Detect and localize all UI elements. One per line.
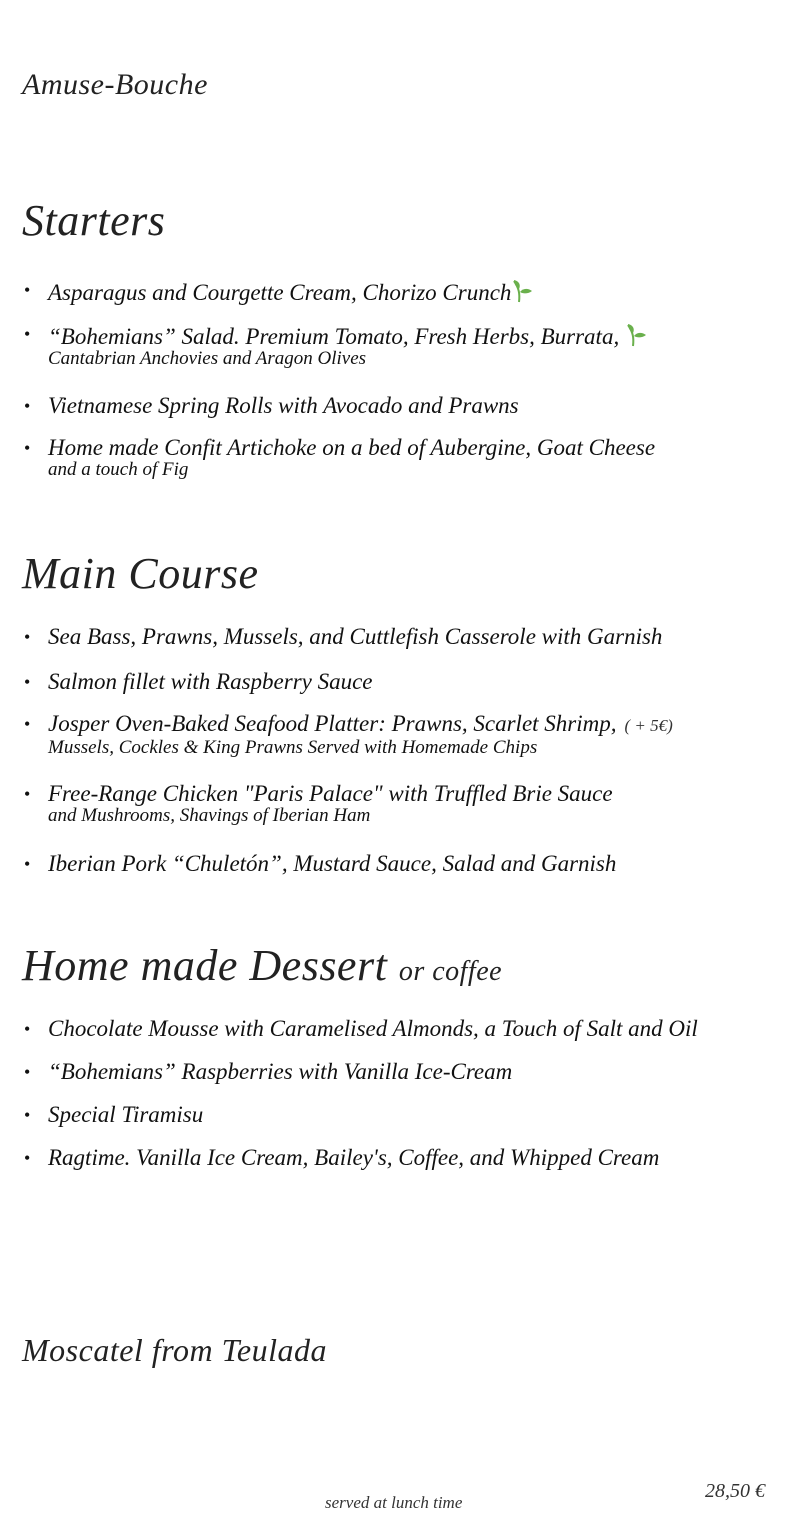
dessert-heading bbox=[22, 940, 502, 991]
list-item bbox=[22, 852, 673, 876]
item-text: Iberian Pork “Chuletón”, Mustard Sauce, Salad and Garnish bbox=[48, 851, 617, 876]
list-item bbox=[22, 278, 655, 318]
list-item bbox=[22, 1017, 698, 1060]
item-text: Josper Oven-Baked Seafood Platter: Prawns, Scarlet Shrimp, bbox=[48, 711, 617, 736]
list-item bbox=[22, 670, 673, 712]
starters-list bbox=[22, 278, 655, 480]
served-note: served at lunch time bbox=[325, 1493, 463, 1512]
amuse-bouche-heading: Amuse-Bouche bbox=[22, 68, 208, 101]
item-text: “Bohemians” Salad. Premium Tomato, Fresh Herbs, Burrata, bbox=[48, 324, 620, 349]
moscatel-heading: Moscatel from Teulada bbox=[22, 1332, 328, 1368]
item-text: Salmon fillet with Raspberry Sauce bbox=[48, 669, 373, 694]
item-text: Special Tiramisu bbox=[48, 1102, 204, 1127]
list-item bbox=[22, 712, 673, 782]
list-item bbox=[22, 1146, 698, 1170]
vegetarian-leaf-icon bbox=[511, 278, 537, 304]
dessert-list bbox=[22, 1017, 698, 1170]
supplement-price: ( + 5€) bbox=[624, 716, 673, 735]
dessert-title-suffix: or coffee bbox=[398, 956, 503, 987]
list-item bbox=[22, 436, 655, 480]
item-subtext: Cantabrian Anchovies and Aragon Olives bbox=[48, 348, 367, 369]
item-subtext: and Mushrooms, Shavings of Iberian Ham bbox=[48, 805, 371, 826]
list-item bbox=[22, 625, 673, 670]
item-subtext: Mussels, Cockles & King Prawns Served with Homemade Chips bbox=[48, 737, 538, 758]
list-item bbox=[22, 322, 655, 394]
item-text: Chocolate Mousse with Caramelised Almonds, a Touch of Salt and Oil bbox=[48, 1016, 698, 1041]
item-text: Free-Range Chicken "Paris Palace" with Truffled Brie Sauce bbox=[48, 781, 613, 806]
main-course-list bbox=[22, 625, 673, 876]
list-item bbox=[22, 1103, 698, 1146]
list-item bbox=[22, 1060, 698, 1103]
item-text: “Bohemians” Raspberries with Vanilla Ice-Cream bbox=[48, 1059, 513, 1084]
item-text: Home made Confit Artichoke on a bed of Aubergine, Goat Cheese bbox=[48, 435, 656, 460]
main-course-heading: Main Course bbox=[22, 549, 259, 598]
list-item bbox=[22, 394, 655, 436]
item-text: Sea Bass, Prawns, Mussels, and Cuttlefish Casserole with Garnish bbox=[48, 624, 663, 649]
dessert-title: Home made Dessert bbox=[22, 941, 388, 990]
item-text: Ragtime. Vanilla Ice Cream, Bailey's, Coffee, and Whipped Cream bbox=[48, 1145, 660, 1170]
item-text: Vietnamese Spring Rolls with Avocado and Prawns bbox=[48, 393, 519, 418]
vegetarian-leaf-icon bbox=[625, 322, 651, 348]
starters-heading: Starters bbox=[22, 196, 166, 245]
list-item bbox=[22, 782, 673, 852]
menu-price: 28,50 € bbox=[705, 1480, 765, 1502]
item-subtext: and a touch of Fig bbox=[48, 459, 189, 480]
item-text: Asparagus and Courgette Cream, Chorizo Crunch bbox=[48, 280, 512, 305]
